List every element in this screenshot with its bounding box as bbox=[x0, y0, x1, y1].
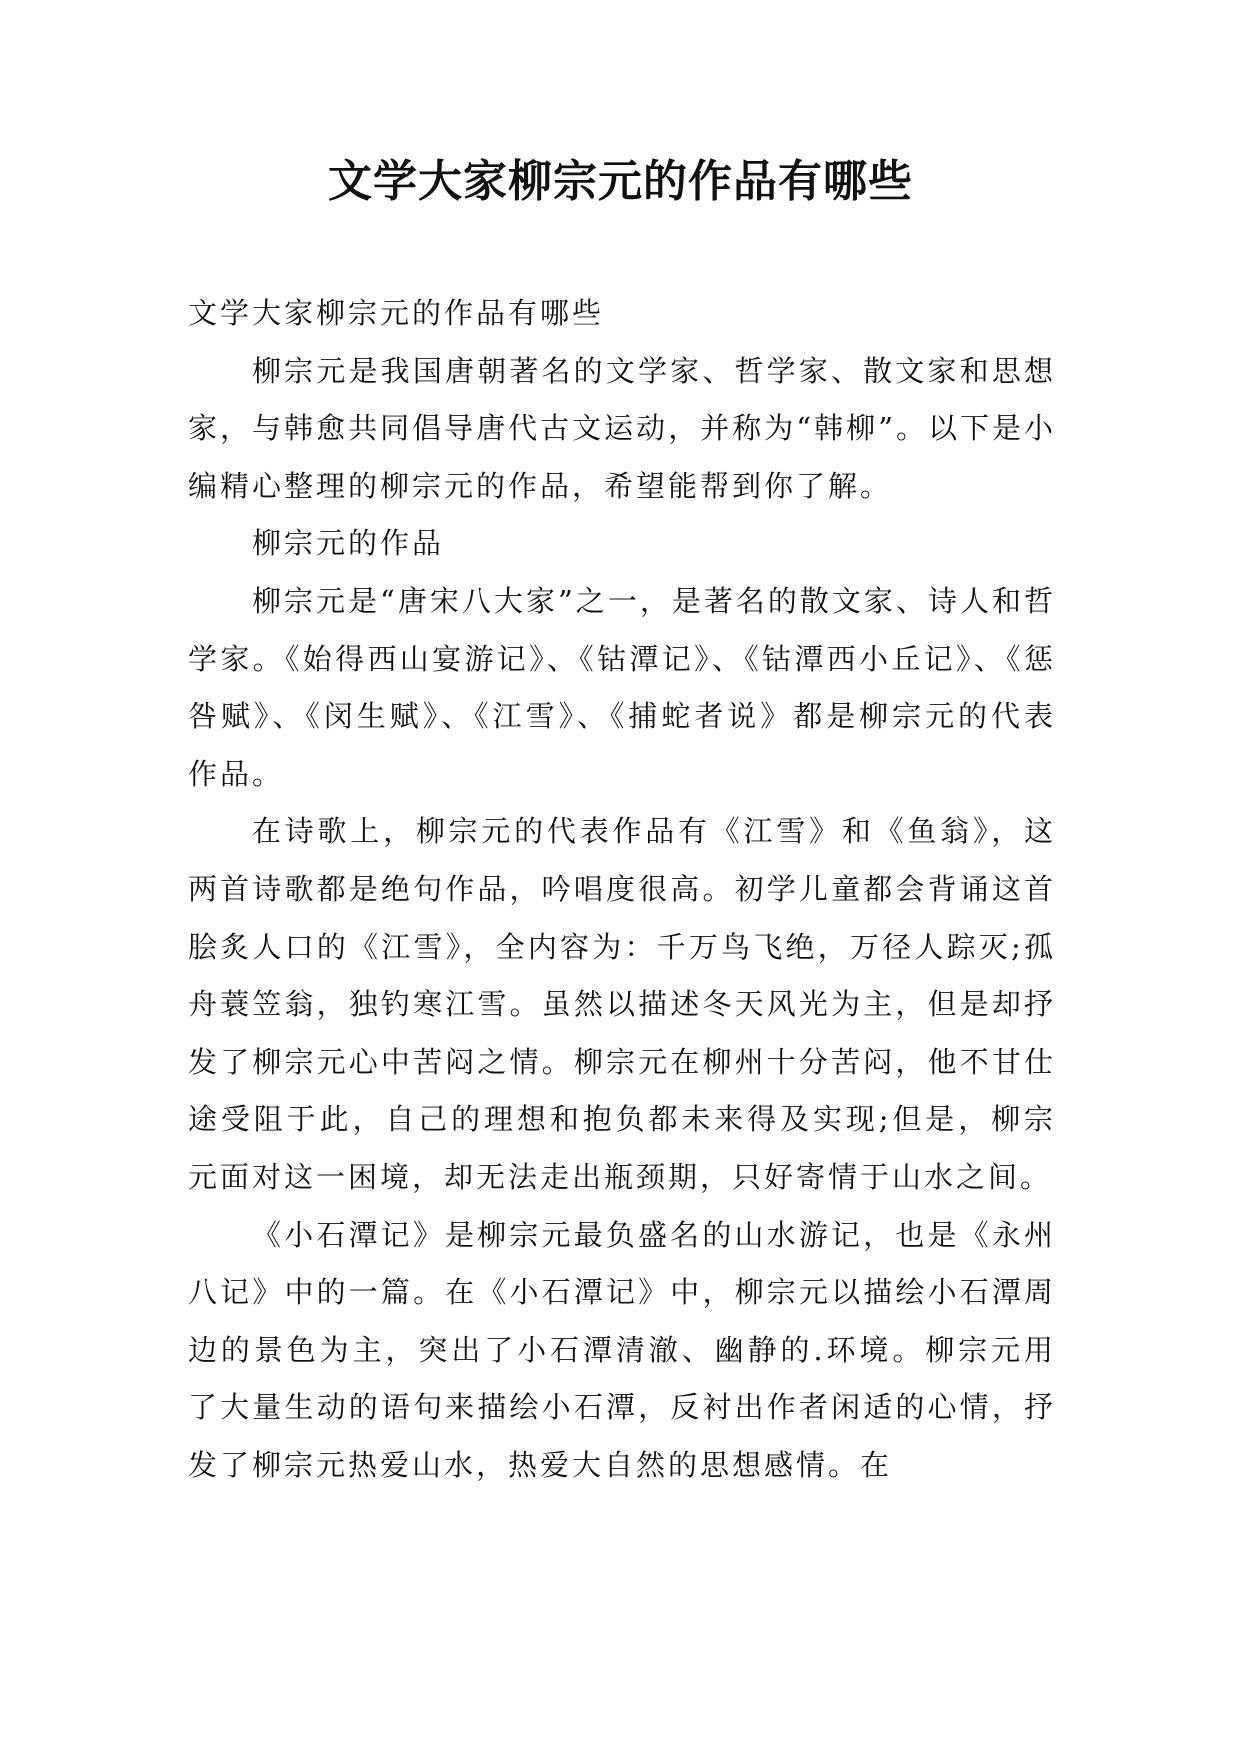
paragraph: 柳宗元是“唐宋八大家”之一，是著名的散文家、诗人和哲学家。《始得西山宴游记》、《钴潭记》、《钴潭西小丘记》、《惩咎赋》、《闵生赋》、《江雪》、《捕蛇者说》都是柳宗元的代表作品。 bbox=[188, 583, 1056, 791]
paragraph: 文学大家柳宗元的作品有哪些 bbox=[188, 296, 605, 330]
paragraph: 柳宗元是我国唐朝著名的文学家、哲学家、散文家和思想家，与韩愈共同倡导唐代古文运动，并称为“韩柳”。以下是小编精心整理的柳宗元的作品，希望能帮到你了解。 bbox=[188, 353, 1056, 503]
document-body bbox=[188, 285, 1056, 1494]
document-title: 文学大家柳宗元的作品有哪些 bbox=[328, 156, 913, 207]
section-heading: 柳宗元的作品 bbox=[252, 526, 445, 561]
paragraph: 《小石潭记》是柳宗元最负盛名的山水游记，也是《永州八记》中的一篇。在《小石潭记》中，柳宗元以描绘小石潭周边的景色为主，突出了小石潭清澈、幽静的.环境。柳宗元用了大量生动的语句来描绘小石潭，反衬出作者闲适的心情，抒发了柳宗元热爱山水，热爱大自然的思想感情。在 bbox=[188, 1217, 1056, 1482]
paragraph: 在诗歌上，柳宗元的代表作品有《江雪》和《鱼翁》，这两首诗歌都是绝句作品，吟唱度很高。初学儿童都会背诵这首脍炙人口的《江雪》，全内容为：千万鸟飞绝，万径人踪灭;孤舟蓑笠翁，独钓寒江雪。虽然以描述冬天风光为主，但是却抒发了柳宗元心中苦闷之情。柳宗元在柳州十分苦闷，他不甘仕途受阻于此，自己的理想和抱负都未来得及实现;但是，柳宗元面对这一困境，却无法走出瓶颈期，只好寄情于山水之间。 bbox=[188, 814, 1056, 1194]
